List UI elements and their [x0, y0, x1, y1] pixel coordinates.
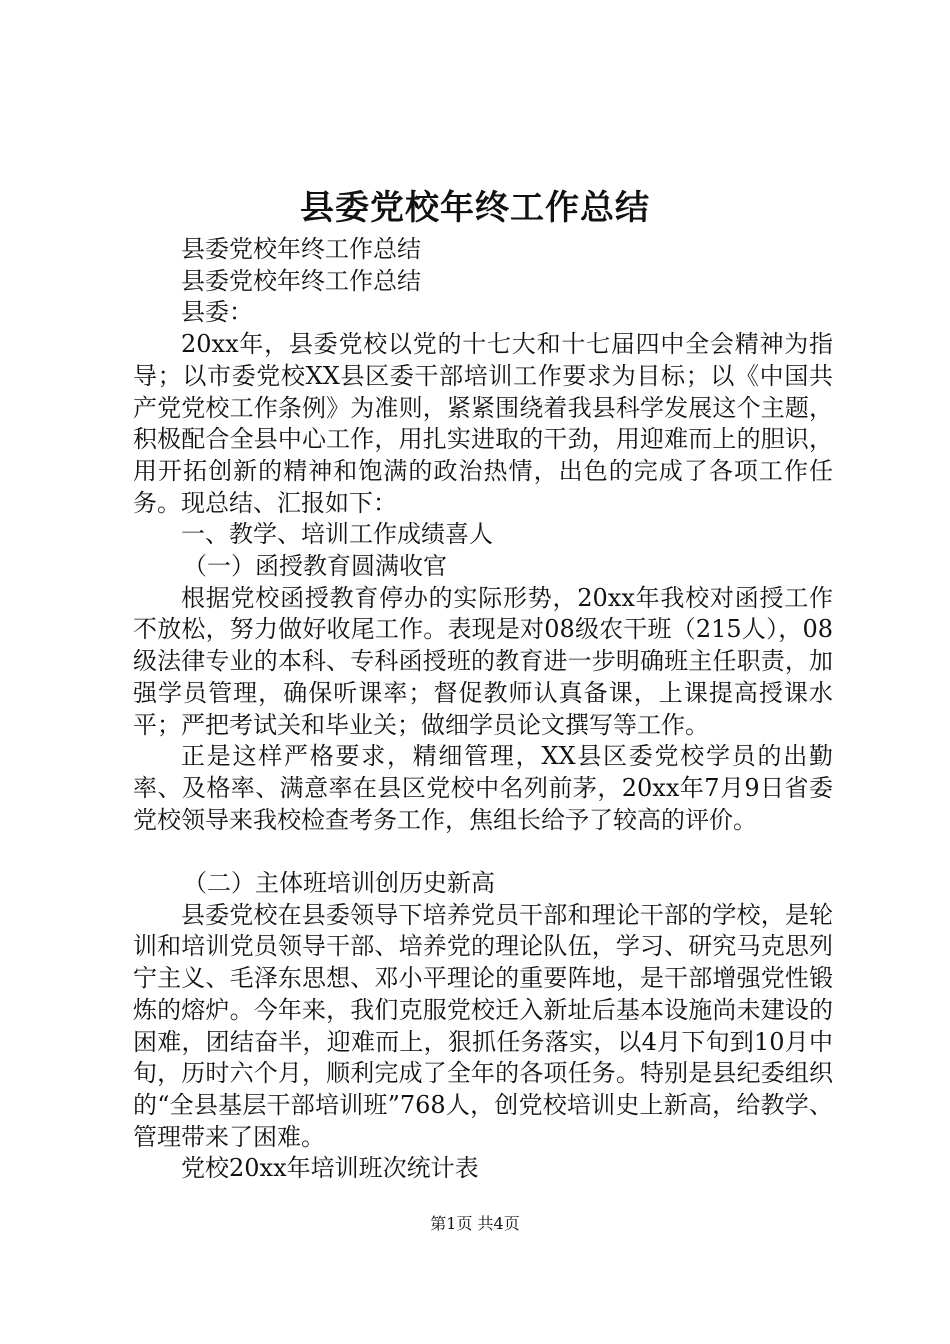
subsection-heading-2: （二）主体班培训创历史新高 [183, 869, 495, 898]
paragraph-intro: 20xx年，县委党校以党的十七大和十七届四中全会精神为指导；以市委党校XX县区委干部培训工作要求为目标；以《中国共产党党校工作条例》为准则，紧紧围绕着我县科学发展这个主题，积极配合全县中心工作，用扎实进取的干劲，用迎难而上的胆识，用开拓创新的精神和饱满的政治热情，出色的完成了各项工作任务。现总结、汇报如下： [133, 330, 833, 517]
paragraph-evaluation: 正是这样严格要求，精细管理，XX县区委党校学员的出勤率、及格率、满意率在县区党校中名列前茅，20xx年7月9日省委党校领导来我校检查考务工作，焦组长给予了较高的评价。 [133, 742, 833, 834]
paragraph-salutation: 县委： [181, 298, 253, 327]
document-body [133, 234, 833, 1185]
subsection-heading-1: （一）函授教育圆满收官 [183, 552, 447, 581]
document-title: 县委党校年终工作总结 [300, 188, 650, 228]
paragraph-correspondence: 根据党校函授教育停办的实际形势，20xx年我校对函授工作不放松，努力做好收尾工作。表现是对08级农干班（215人），08级法律专业的本科、专科函授班的教育进一步明确班主任职责，加强学员管理，确保听课率；督促教师认真备课，上课提高授课水平；严把考试关和毕业关；做细学员论文撰写等工作。 [133, 583, 833, 739]
paragraph-main-training: 县委党校在县委领导下培养党员干部和理论干部的学校，是轮训和培训党员领导干部、培养党的理论队伍，学习、研究马克思列宁主义、毛泽东思想、邓小平理论的重要阵地，是干部增强党性锻炼的熔炉。今年来，我们克服党校迁入新址后基本设施尚未建设的困难，团结奋半，迎难而上，狠抓任务落实，以4月下旬到10月中旬，历时六个月，顺利完成了全年的各项任务。特别是县纪委组织的“全县基层干部培训班”768人，创党校培训史上新高，给教学、管理带来了困难。 [133, 900, 833, 1151]
paragraph-heading-repeat-1: 县委党校年终工作总结 [181, 235, 421, 263]
section-heading-1: 一、教学、培训工作成绩喜人 [181, 520, 493, 549]
blank-line [133, 836, 833, 868]
page-footer: 第1页 共4页 [430, 1214, 520, 1233]
paragraph-heading-repeat-2: 县委党校年终工作总结 [181, 266, 421, 295]
table-caption: 党校20xx年培训班次统计表 [181, 1154, 479, 1183]
